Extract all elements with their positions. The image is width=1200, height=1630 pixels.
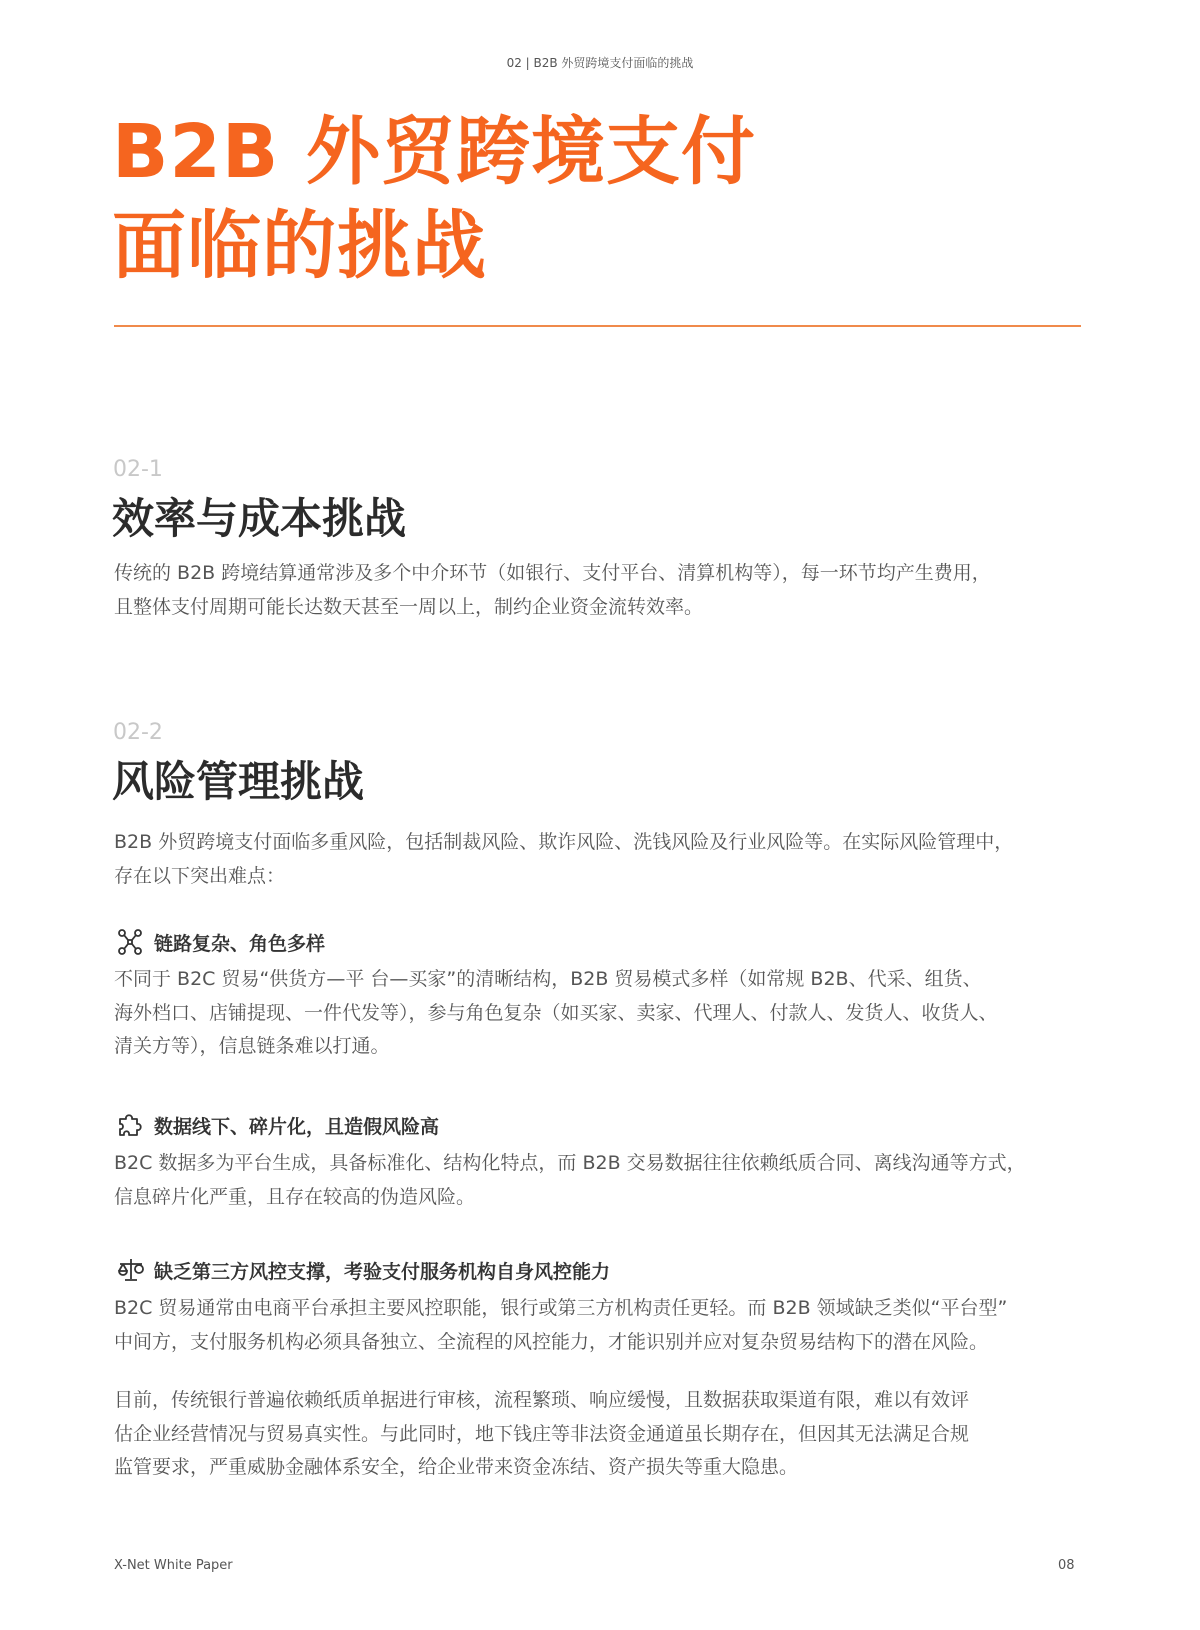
section-heading: 风险管理挑战	[112, 757, 365, 806]
section-paragraph	[114, 557, 1084, 624]
page-title	[112, 105, 756, 293]
paragraph-line: 清关方等），信息链条难以打通。	[114, 1035, 390, 1057]
paragraph-line: B2B 外贸跨境支付面临多重风险，包括制裁风险、欺诈风险、洗钱风险及行业风险等。在实际风险管理中，	[114, 831, 1014, 853]
section-number: 02-1	[113, 457, 163, 482]
risk-point-text	[114, 1147, 1084, 1214]
running-header: 02 | B2B 外贸跨境支付面临的挑战	[506, 56, 694, 70]
puzzle-piece-icon	[116, 1110, 146, 1140]
section-heading: 效率与成本挑战	[112, 494, 407, 543]
risk-point-heading	[116, 927, 325, 957]
network-nodes-icon	[116, 927, 146, 957]
footer-publication-name: X-Net White Paper	[114, 1558, 233, 1573]
section-paragraph	[114, 826, 1084, 893]
page-title-line: B2B 外贸跨境支付	[112, 109, 757, 195]
risk-point-heading	[116, 1110, 439, 1140]
paragraph-line: 且整体支付周期可能长达数天甚至一周以上，制约企业资金流转效率。	[114, 595, 704, 618]
paragraph-line: B2C 贸易通常由电商平台承担主要风控职能，银行或第三方机构责任更轻。而 B2B 领域缺乏类似“平台型”	[114, 1297, 1008, 1319]
risk-point-title: 数据线下、碎片化，且造假风险高	[154, 1115, 440, 1138]
risk-point-text	[114, 963, 1084, 1064]
paragraph-line: 存在以下突出难点：	[114, 864, 286, 887]
page-number: 08	[1058, 1558, 1075, 1573]
paragraph-line: 监管要求，严重威胁金融体系安全，给企业带来资金冻结、资产损失等重大隐患。	[114, 1456, 799, 1478]
closing-paragraph	[114, 1384, 1084, 1485]
paragraph-line: 目前，传统银行普遍依赖纸质单据进行审核，流程繁琐、响应缓慢，且数据获取渠道有限，难以有效评	[114, 1389, 970, 1411]
paragraph-line: 估企业经营情况与贸易真实性。与此同时，地下钱庄等非法资金通道虽长期存在，但因其无法满足合规	[114, 1422, 970, 1445]
paragraph-line: B2C 数据多为平台生成，具备标准化、结构化特点，而 B2B 交易数据往往依赖纸质合同、离线沟通等方式，	[114, 1152, 1026, 1174]
risk-point-heading	[116, 1255, 610, 1285]
paragraph-line: 海外档口、店铺提现、一件代发等），参与角色复杂（如买家、卖家、代理人、付款人、发货人、收货人、	[114, 1001, 998, 1024]
section-number: 02-2	[113, 720, 163, 745]
paragraph-line: 不同于 B2C 贸易“供货方—平 台—买家”的清晰结构，B2B 贸易模式多样（如常规 B2B、代采、组货、	[114, 968, 982, 990]
page-title-line: 面临的挑战	[112, 203, 487, 289]
paragraph-line: 信息碎片化严重，且存在较高的伪造风险。	[114, 1185, 476, 1208]
paragraph-line: 中间方，支付服务机构必须具备独立、全流程的风控能力，才能识别并应对复杂贸易结构下的潜在风险。	[114, 1330, 989, 1353]
title-divider	[114, 325, 1081, 327]
risk-point-text	[114, 1292, 1084, 1359]
risk-point-title: 缺乏第三方风控支撑，考验支付服务机构自身风控能力	[154, 1260, 611, 1283]
scales-icon	[116, 1255, 146, 1285]
paragraph-line: 传统的 B2B 跨境结算通常涉及多个中介环节（如银行、支付平台、清算机构等），每一环节均产生费用，	[114, 562, 991, 584]
risk-point-title: 链路复杂、角色多样	[154, 932, 326, 955]
